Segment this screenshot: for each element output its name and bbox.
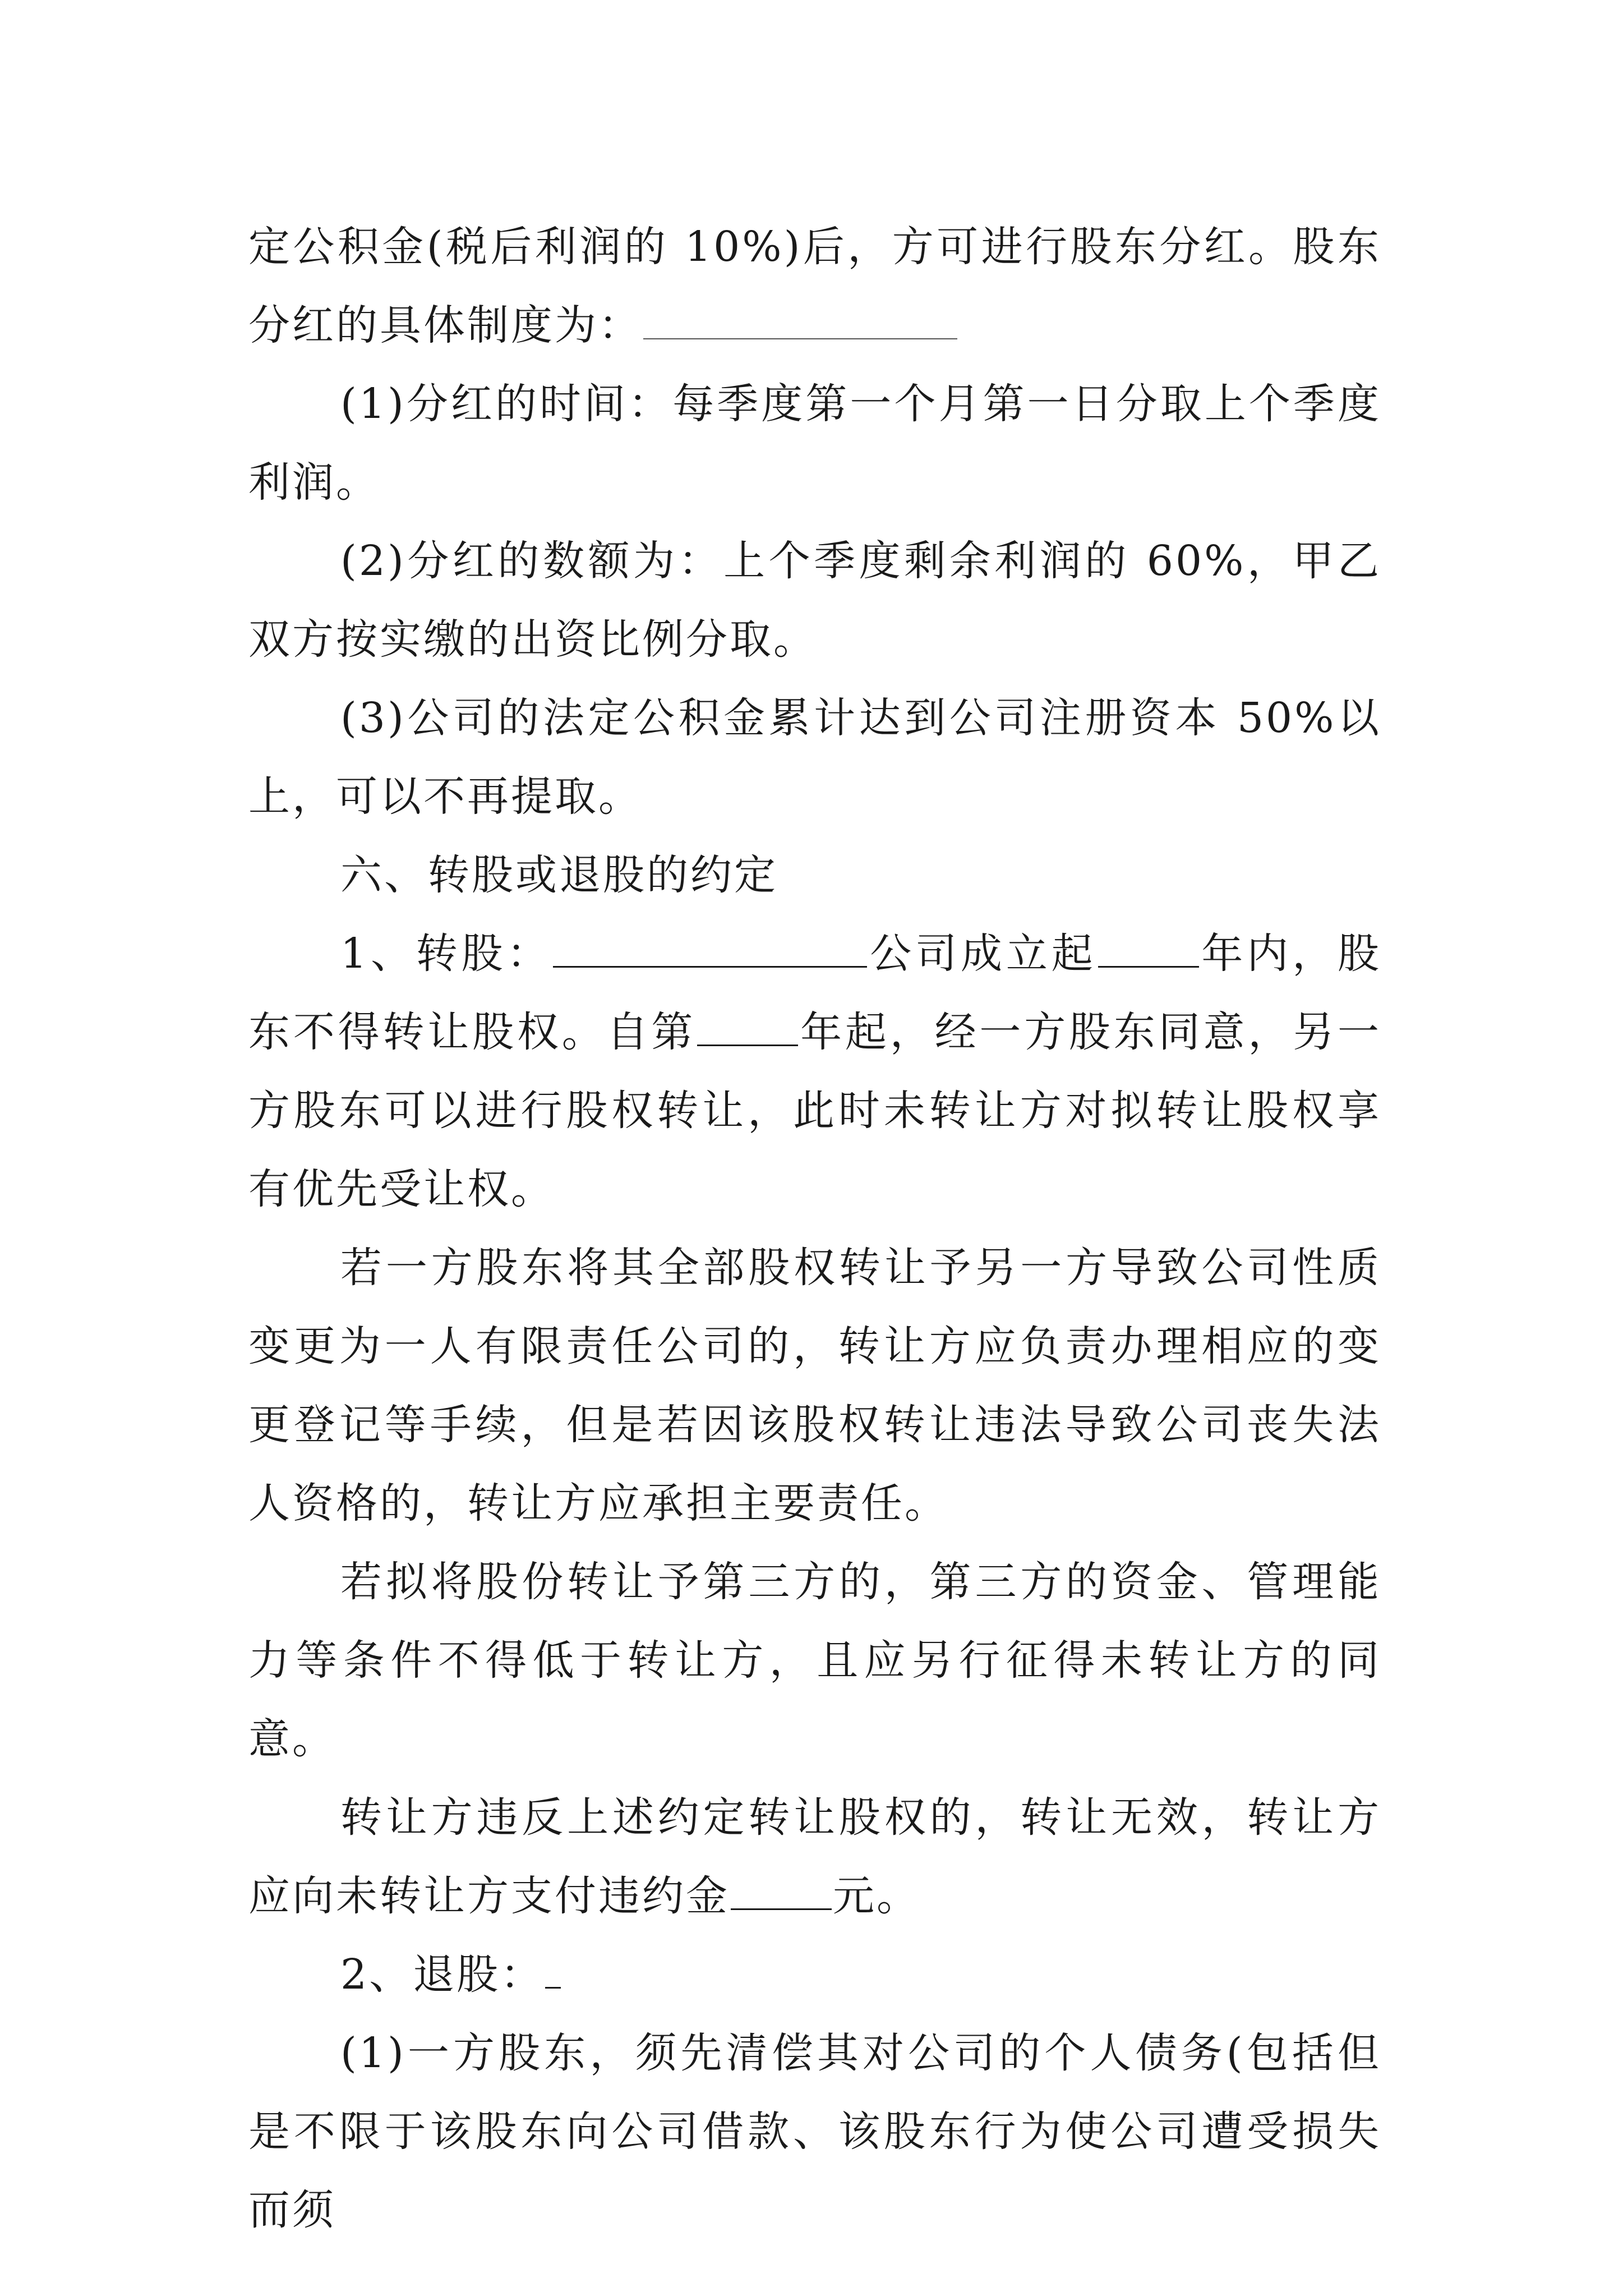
paragraph-text: 定公积金(税后利润的 10%)后，方可进行股东分红。股东分红的具体制度为： [248, 223, 1381, 349]
paragraph-text: 转让方违反上述约定转让股权的，转让无效，转让方应向未转让方支付违约金 [248, 1793, 1381, 1920]
paragraph-text: (1)一方股东，须先清偿其对公司的个人债务(包括但是不限于该股东向公司借款、该股东行为使公司遭受损失而须 [248, 2029, 1381, 2234]
paragraph-withdrawal-debt [248, 2014, 1381, 2249]
paragraph-reserve-limit [248, 679, 1381, 836]
paragraph-text: 若拟将股份转让予第三方的，第三方的资金、管理能力等条件不得低于转让方，且应另行征得未转让方的同意。 [248, 1558, 1381, 1763]
paragraph-dividend-time [248, 365, 1381, 522]
paragraph-text: 公司成立起 [868, 930, 1097, 978]
paragraph-withdrawal-heading [248, 1935, 1381, 2014]
paragraph-text: 年起，经一方股东同意，另一方股东可以进行股权转让，此时未转让方对拟转让股权享有优先受让权。 [248, 1008, 1382, 1213]
paragraph-text: 2、退股： [340, 1950, 545, 1999]
section-heading-transfer [248, 836, 1381, 914]
heading-text: 六、转股或退股的约定 [340, 851, 778, 899]
paragraph-text: 元。 [833, 1872, 920, 1920]
fill-in-blank [697, 1005, 798, 1046]
paragraph-breach-penalty [248, 1778, 1381, 1935]
fill-in-blank [643, 299, 957, 339]
paragraph-text: (1)分红的时间：每季度第一个月第一日分取上个季度利润。 [248, 380, 1381, 507]
document-body [248, 208, 1381, 2249]
paragraph-dividend-amount [248, 522, 1381, 679]
fill-in-blank [545, 1948, 561, 1989]
paragraph-share-transfer [248, 914, 1381, 1228]
paragraph-third-party-transfer [248, 1543, 1381, 1778]
fill-in-blank [1098, 927, 1199, 968]
paragraph-dividend-intro [248, 208, 1381, 365]
paragraph-text: (2)分红的数额为：上个季度剩余利润的 60%，甲乙双方按实缴的出资比例分取。 [248, 537, 1381, 664]
paragraph-text: 年内，股东不得转让股权。自第 [248, 930, 1382, 1056]
fill-in-blank [731, 1869, 832, 1910]
paragraph-text: 若一方股东将其全部股权转让予另一方导致公司性质变更为一人有限责任公司的，转让方应负责办理相应的变更登记等手续，但是若因该股权转让违法导致公司丧失法人资格的，转让方应承担主要责任。 [248, 1244, 1381, 1527]
paragraph-text: 1、转股： [340, 930, 552, 978]
paragraph-text: (3)公司的法定公积金累计达到公司注册资本 50%以上，可以不再提取。 [248, 694, 1381, 821]
paragraph-full-transfer [248, 1228, 1381, 1543]
fill-in-blank [553, 927, 867, 968]
